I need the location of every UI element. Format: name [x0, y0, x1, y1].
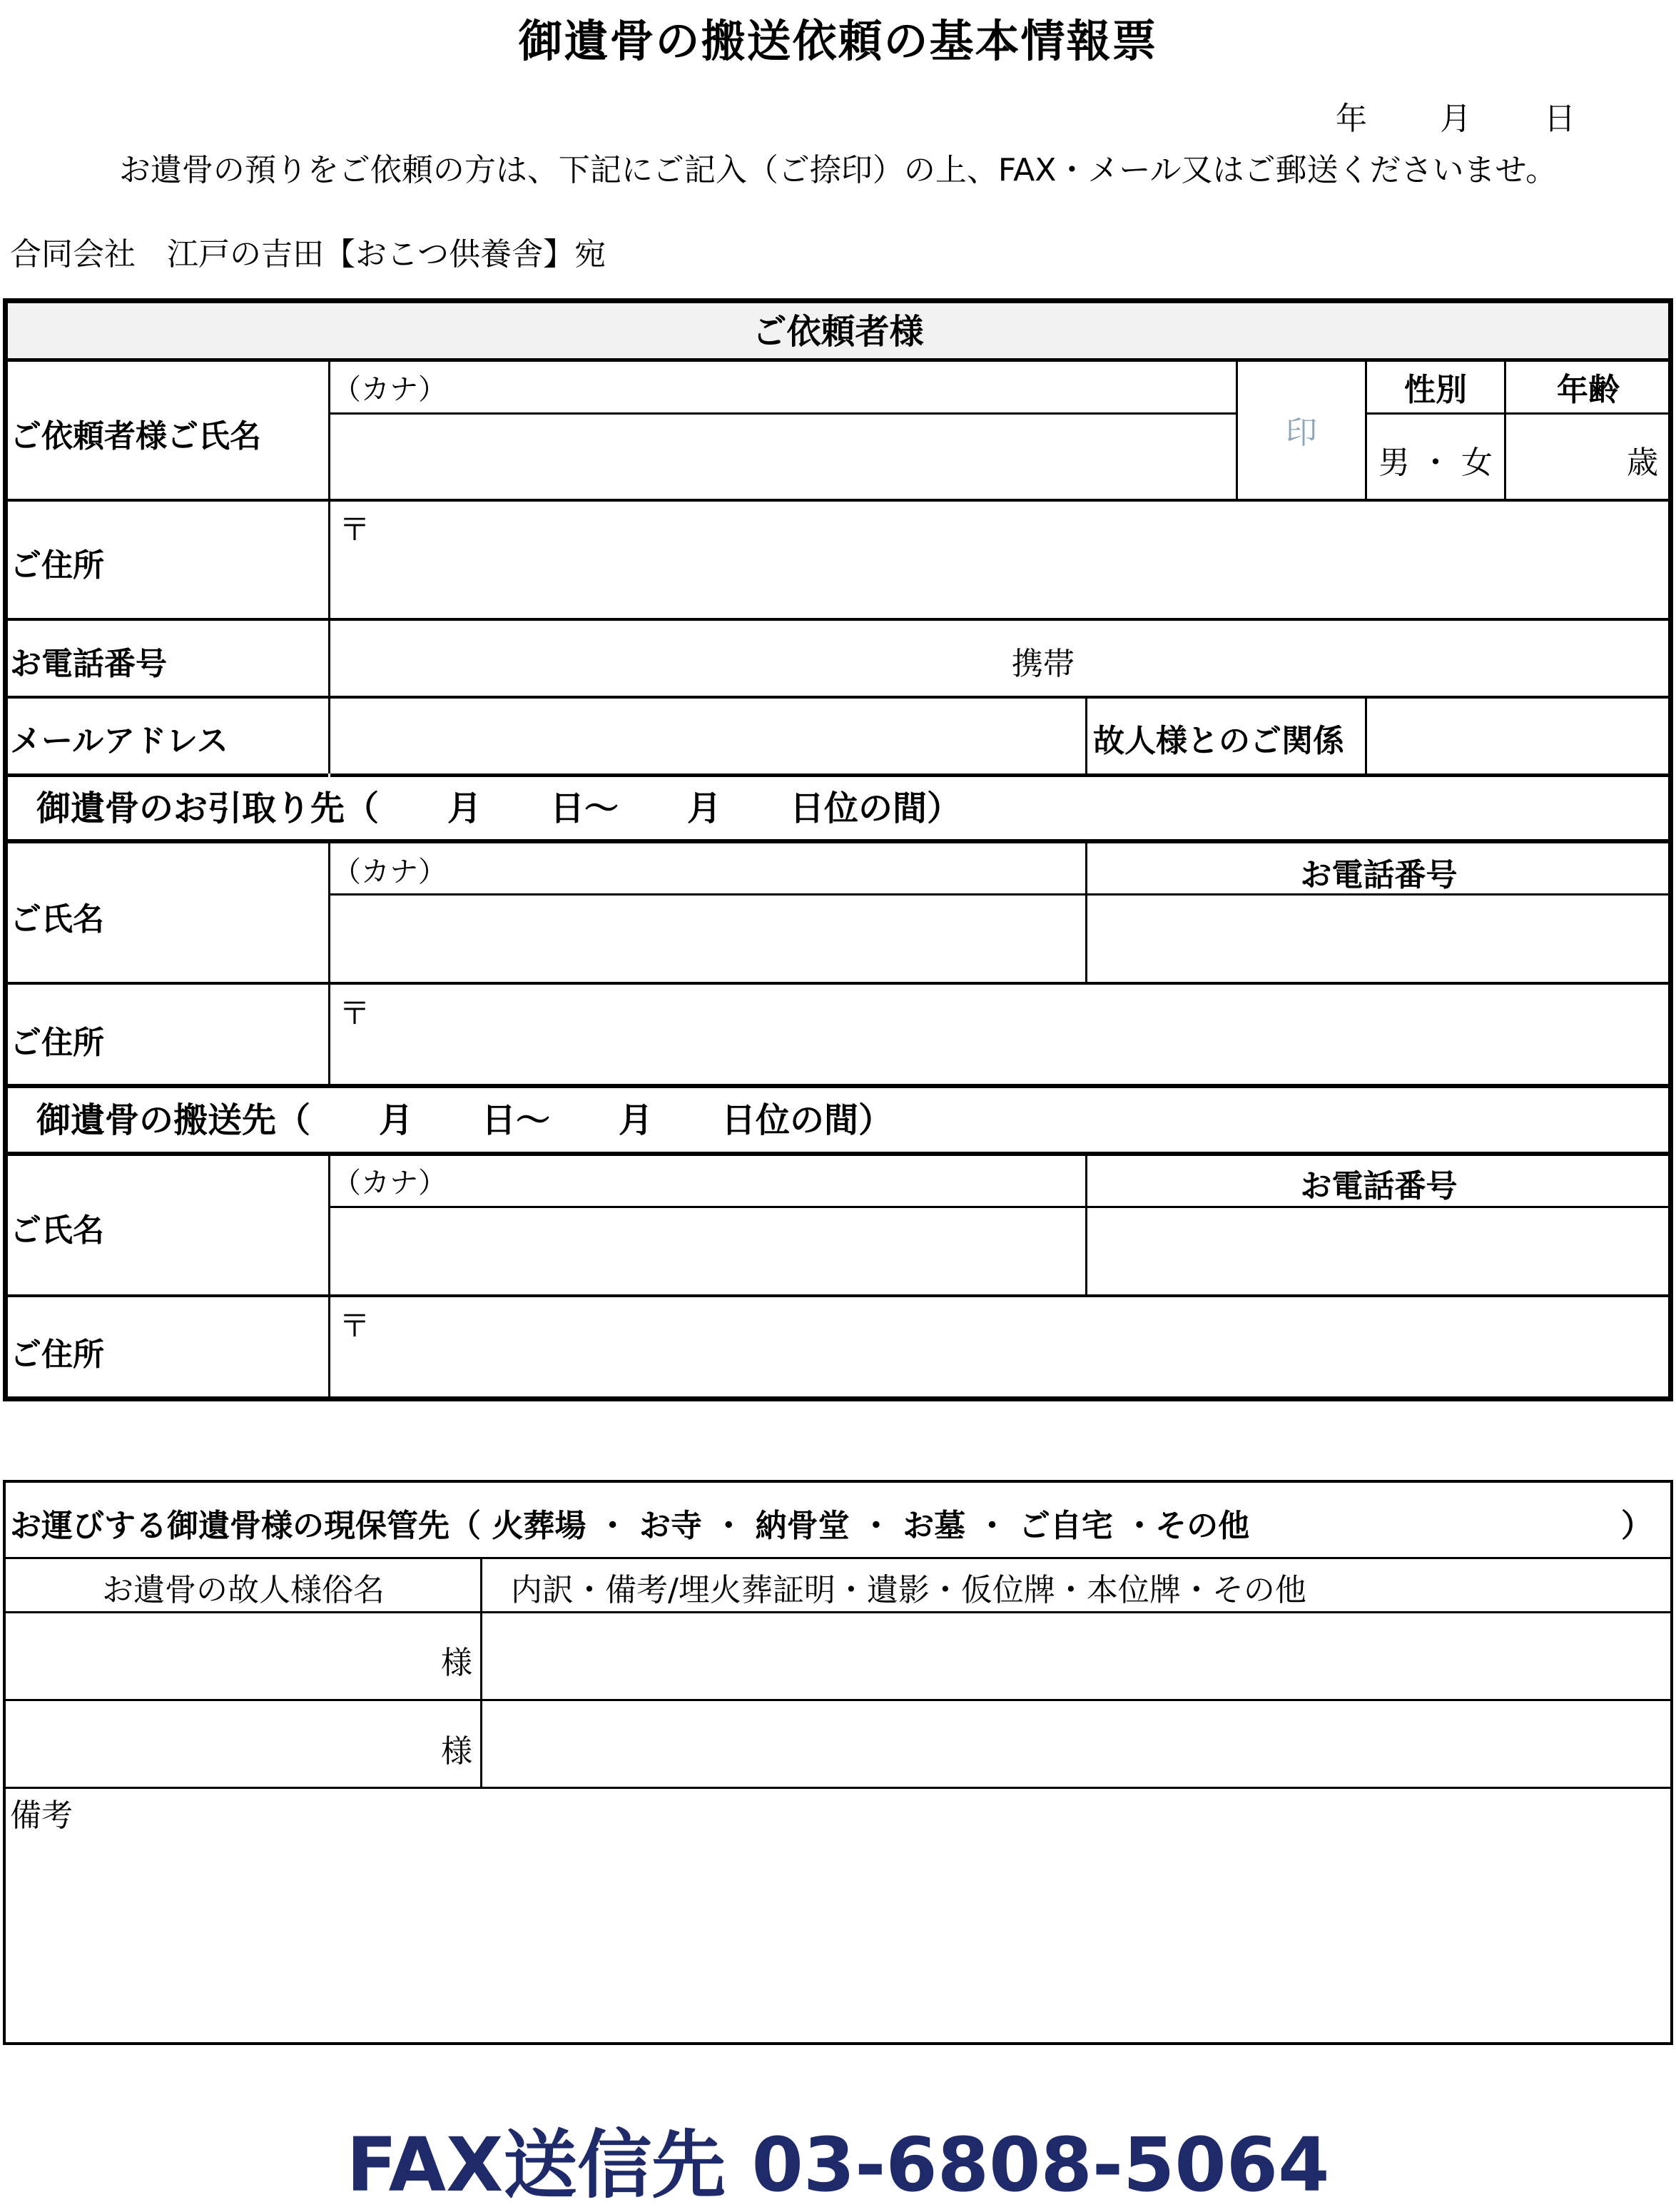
requester-name-input[interactable]: [332, 417, 1233, 498]
age-input[interactable]: [1506, 417, 1624, 498]
pickup-section-header: [8, 777, 1668, 840]
relation-label: 故人様とのご関係: [1093, 723, 1344, 759]
remarks-input[interactable]: [6, 1827, 1670, 2042]
pickup-name-label: ご氏名: [10, 901, 104, 938]
pickup-phone-input[interactable]: [1090, 898, 1668, 982]
gender-options[interactable]: 男 ・ 女: [1378, 445, 1493, 481]
delivery-postal-mark: 〒: [339, 1308, 370, 1344]
delivery-section-header: [8, 1088, 1668, 1152]
requester-kana-input[interactable]: [400, 364, 1233, 410]
storage-col-name-header: お遺骨の故人様俗名: [102, 1572, 385, 1608]
pickup-address-label: ご住所: [10, 1025, 104, 1061]
pickup-header-text: 御遺骨のお引取り先（ 月 日～ 月 日位の間）: [36, 788, 962, 828]
requester-name-label: ご依頼者様ご氏名: [10, 418, 261, 455]
requester-email-label: メールアドレス: [10, 723, 228, 759]
delivery-kana-input[interactable]: [400, 1157, 1081, 1203]
notes-input-1[interactable]: [484, 1614, 1670, 1698]
storage-header-close: ）: [1621, 1508, 1652, 1544]
storage-col-notes-header: 内訳・備考/埋火葬証明・遺影・仮位牌・本位牌・その他: [511, 1572, 1306, 1608]
notes-input-2[interactable]: [484, 1702, 1670, 1786]
requester-postal-mark: 〒: [339, 512, 370, 548]
page-title: 御遺骨の搬送依頼の基本情報票: [518, 15, 1158, 67]
honorific-2: 様: [441, 1733, 472, 1770]
remarks-label: 備考: [10, 1797, 73, 1834]
date-year-label: 年: [1336, 101, 1367, 137]
honorific-1: 様: [441, 1645, 472, 1681]
date-month-label: 月: [1440, 101, 1471, 137]
requester-section-header: [8, 303, 1668, 360]
requester-address-input[interactable]: [332, 504, 1668, 618]
seal-stamp-box[interactable]: [1238, 360, 1365, 499]
date-day-label: 日: [1544, 101, 1575, 137]
delivery-phone-input[interactable]: [1090, 1210, 1668, 1294]
fax-number: FAX送信先 03-6808-5064: [346, 2121, 1330, 2208]
addressee: 合同会社 江戸の吉田【おこつ供養舎】宛: [10, 236, 606, 273]
deceased-name-input-2[interactable]: [6, 1702, 441, 1786]
pickup-postal-mark: 〒: [339, 995, 370, 1032]
pickup-phone-label: お電話番号: [1300, 857, 1458, 893]
delivery-address-input[interactable]: [332, 1300, 1668, 1396]
requester-header-text: ご依頼者様: [752, 312, 924, 352]
requester-address-label: ご住所: [10, 547, 104, 584]
deceased-name-input-1[interactable]: [6, 1614, 441, 1698]
age-label: 年齢: [1557, 372, 1620, 408]
delivery-address-label: ご住所: [10, 1336, 104, 1373]
delivery-header-text: 御遺骨の搬送先（ 月 日～ 月 日位の間）: [36, 1100, 893, 1140]
requester-phone-label: お電話番号: [10, 646, 167, 682]
delivery-phone-label: お電話番号: [1300, 1168, 1458, 1204]
delivery-name-label: ご氏名: [10, 1212, 104, 1249]
requester-phone-input[interactable]: [332, 623, 1003, 694]
storage-header: お運びする御遺骨様の現保管先（ 火葬場 ・ お寺 ・ 納骨堂 ・ お墓 ・ ご自宅 ・その他: [10, 1508, 1250, 1544]
delivery-kana-label: （カナ）: [332, 1167, 447, 1199]
requester-mobile-label: 携帯: [1012, 646, 1075, 682]
relation-input[interactable]: [1370, 701, 1668, 772]
pickup-address-input[interactable]: [332, 988, 1668, 1083]
pickup-name-input[interactable]: [332, 898, 1083, 982]
pickup-kana-input[interactable]: [400, 846, 1081, 892]
gender-label: 性別: [1404, 372, 1467, 408]
requester-kana-label: （カナ）: [332, 373, 447, 406]
seal-label: 印: [1286, 415, 1317, 451]
age-unit: 歳: [1627, 445, 1658, 481]
delivery-name-input[interactable]: [332, 1210, 1083, 1294]
instruction-text: お遺骨の預りをご依頼の方は、下記にご記入（ご捺印）の上、FAX・メール又はご郵送くださいませ。: [118, 152, 1558, 188]
requester-email-input[interactable]: [332, 701, 1083, 772]
pickup-kana-label: （カナ）: [332, 856, 447, 888]
requester-mobile-input[interactable]: [1085, 623, 1668, 694]
